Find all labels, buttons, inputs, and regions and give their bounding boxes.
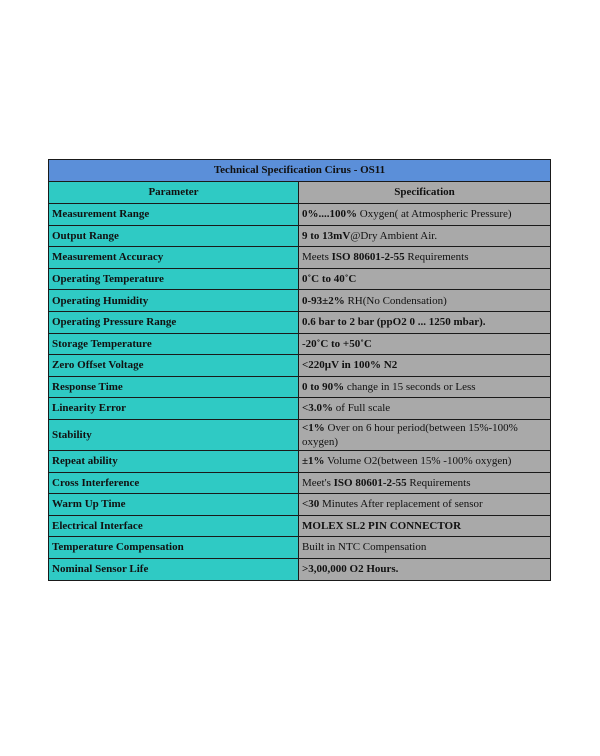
parameter-cell: Repeat ability — [49, 450, 299, 472]
spec-prefix: Meet's — [302, 476, 334, 489]
parameter-cell: Electrical Interface — [49, 515, 299, 537]
spec-value: <220µV in 100% N2 — [302, 359, 398, 372]
spec-value: 0%....100% — [302, 208, 357, 221]
spec-suffix: change in 15 seconds or Less — [344, 380, 476, 393]
specification-cell — [299, 333, 551, 355]
parameter-cell: Linearity Error — [49, 398, 299, 420]
spec-value: >3,00,000 O2 Hours. — [302, 563, 399, 576]
specification-cell — [299, 311, 551, 333]
table-row — [49, 225, 551, 247]
table-title: Technical Specification Cirus - OS11 — [49, 160, 551, 182]
table-row — [49, 247, 551, 269]
specification-cell — [299, 355, 551, 377]
table-row — [49, 494, 551, 516]
specification-cell — [299, 558, 551, 580]
specification-cell — [299, 494, 551, 516]
spec-suffix: Over on 6 hour period(between 15%-100% oxygen) — [302, 421, 518, 448]
table-row — [49, 398, 551, 420]
parameter-cell: Stability — [49, 419, 299, 450]
table-row — [49, 333, 551, 355]
table-row — [49, 290, 551, 312]
parameter-cell: Measurement Accuracy — [49, 247, 299, 269]
parameter-cell: Temperature Compensation — [49, 537, 299, 559]
spec-suffix: Requirements — [404, 251, 469, 264]
spec-body — [49, 204, 551, 581]
table-row — [49, 204, 551, 226]
specification-cell — [299, 290, 551, 312]
specification-cell — [299, 419, 551, 450]
table-row — [49, 472, 551, 494]
parameter-cell: Output Range — [49, 225, 299, 247]
parameter-cell: Measurement Range — [49, 204, 299, 226]
title-row — [49, 160, 551, 182]
spec-value: 0-93±2% — [302, 294, 345, 307]
table-row — [49, 268, 551, 290]
spec-suffix: @Dry Ambient Air. — [350, 229, 438, 242]
spec-suffix: Requirements — [406, 476, 471, 489]
table-row — [49, 515, 551, 537]
parameter-cell: Warm Up Time — [49, 494, 299, 516]
parameter-cell: Response Time — [49, 376, 299, 398]
table-row — [49, 419, 551, 450]
spec-table — [48, 159, 551, 581]
specification-cell — [299, 450, 551, 472]
spec-value: 0˚C to 40˚C — [302, 272, 357, 285]
specification-cell — [299, 376, 551, 398]
spec-value: MOLEX SL2 PIN CONNECTOR — [302, 519, 462, 532]
spec-suffix: Oxygen( at Atmospheric Pressure) — [357, 208, 512, 221]
specification-cell — [299, 515, 551, 537]
parameter-header: Parameter — [49, 182, 299, 204]
table-row — [49, 450, 551, 472]
spec-suffix: Volume O2(between 15% -100% oxygen) — [324, 455, 512, 468]
table-row — [49, 355, 551, 377]
specification-cell — [299, 268, 551, 290]
spec-value: ISO 80601-2-55 — [333, 476, 407, 489]
parameter-cell: Operating Pressure Range — [49, 311, 299, 333]
spec-prefix: Meets — [302, 251, 332, 264]
spec-suffix: Built in NTC Compensation — [302, 541, 427, 554]
parameter-cell: Nominal Sensor Life — [49, 558, 299, 580]
specification-cell — [299, 537, 551, 559]
parameter-cell: Storage Temperature — [49, 333, 299, 355]
spec-value: <1% — [302, 421, 325, 434]
specification-header: Specification — [299, 182, 551, 204]
spec-value: ISO 80601-2-55 — [331, 251, 405, 264]
specification-cell — [299, 472, 551, 494]
table-row — [49, 537, 551, 559]
spec-value: 0.6 bar to 2 bar (ppO2 0 ... 1250 mbar). — [302, 316, 486, 329]
specification-cell — [299, 247, 551, 269]
table-row — [49, 311, 551, 333]
specification-cell — [299, 204, 551, 226]
spec-value: 9 to 13mV — [302, 229, 351, 242]
specification-cell — [299, 398, 551, 420]
parameter-cell: Operating Humidity — [49, 290, 299, 312]
spec-suffix: Minutes After replacement of sensor — [319, 498, 483, 511]
specification-cell — [299, 225, 551, 247]
header-row — [49, 182, 551, 204]
spec-value: <30 — [302, 498, 320, 511]
table-row — [49, 376, 551, 398]
spec-value: 0 to 90% — [302, 380, 345, 393]
spec-suffix: RH(No Condensation) — [344, 294, 447, 307]
spec-value: ±1% — [302, 455, 325, 468]
parameter-cell: Zero Offset Voltage — [49, 355, 299, 377]
parameter-cell: Operating Temperature — [49, 268, 299, 290]
table-row — [49, 558, 551, 580]
spec-value: -20˚C to +50˚C — [302, 337, 372, 350]
spec-suffix: of Full scale — [333, 402, 391, 415]
parameter-cell: Cross Interference — [49, 472, 299, 494]
spec-value: <3.0% — [302, 402, 334, 415]
